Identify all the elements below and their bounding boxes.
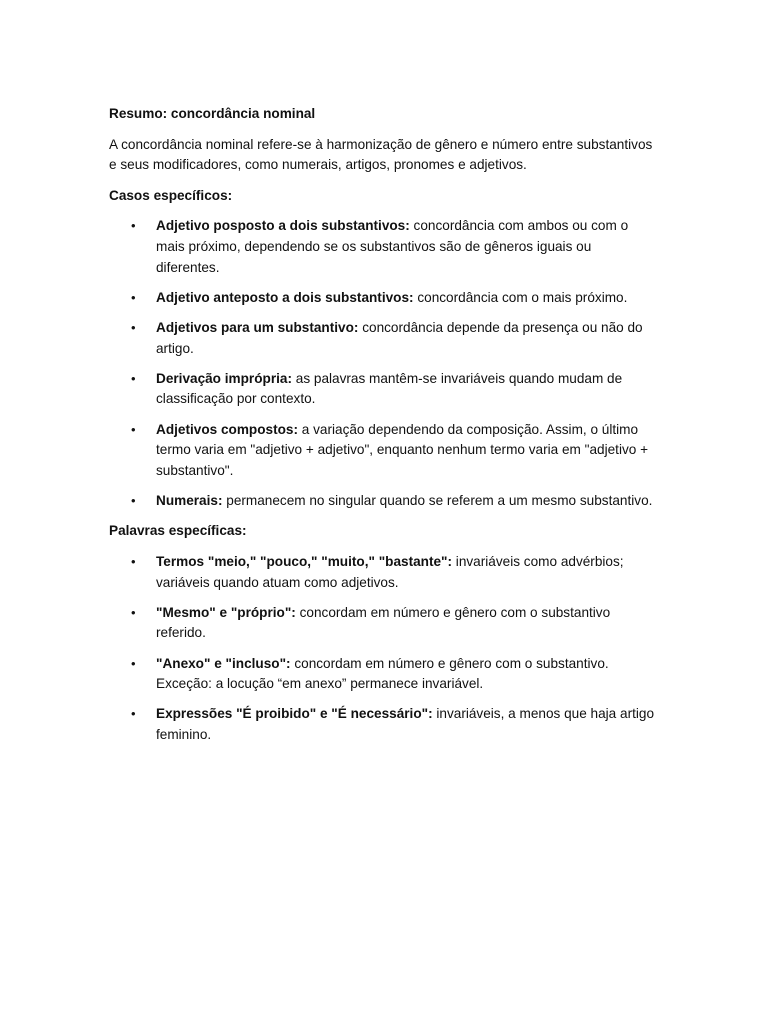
item-text: as palavras mantêm-se invariáveis quando mudam de classificação por contexto. [156,370,623,407]
item-text: invariáveis, a menos que haja artigo feminino. [156,706,655,742]
bullet-icon: • [131,655,136,671]
list-item [109,704,654,745]
list-item [109,654,654,695]
item-term: Numerais: [156,492,223,508]
item-term: Adjetivo posposto a dois substantivos: [156,218,410,234]
bullet-icon: • [131,492,136,508]
list-item [109,420,654,482]
item-text: concordam em número e gênero com o substantivo. Exceção: a locução “em anexo” permanece invariável. [156,655,609,692]
item-term: Termos "meio," "pouco," "muito," "bastante": [156,554,453,570]
casos-list [109,216,654,511]
bullet-icon: • [131,370,136,386]
bullet-icon: • [131,319,136,335]
item-term: Adjetivo anteposto a dois substantivos: [156,289,414,305]
list-item [109,369,654,410]
list-item [109,491,654,512]
item-text: concordância depende da presença ou não do artigo. [156,319,643,356]
item-term: Adjetivos para um substantivo: [156,319,359,335]
item-text: concordância com ambos ou com o mais próximo, dependendo se os substantivos são de gêneros iguais ou diferentes. [156,218,629,275]
list-item [109,603,654,644]
item-term: "Anexo" e "incluso": [156,655,291,671]
bullet-icon: • [131,706,136,722]
item-text: concordam em número e gênero com o substantivo referido. [156,604,611,641]
item-text: permanecem no singular quando se referem a um mesmo substantivo. [222,492,653,508]
document-page [109,104,654,756]
item-text: concordância com o mais próximo. [413,289,628,305]
item-text: a variação dependendo da composição. Assim, o último termo varia em "adjetivo + adjetivo", enquanto nenhum termo varia em "adjetivo + substantivo". [156,421,649,478]
bullet-icon: • [131,604,136,620]
list-item [109,318,654,359]
bullet-icon: • [131,289,136,305]
item-text: invariáveis como advérbios; variáveis quando atuam como adjetivos. [156,554,624,590]
palavras-list [109,552,654,746]
bullet-icon: • [131,421,136,437]
document-title: Resumo: concordância nominal [109,106,316,121]
item-term: "Mesmo" e "próprio": [156,604,296,620]
item-term: Adjetivos compostos: [156,421,298,437]
bullet-icon: • [131,218,136,234]
section-heading-casos: Casos específicos: [109,187,233,203]
item-term: Expressões "É proibido" e "É necessário": [156,706,433,722]
list-item [109,288,654,309]
list-item [109,216,654,278]
list-item [109,552,654,593]
bullet-icon: • [131,554,136,570]
item-term: Derivação imprópria: [156,370,292,386]
section-heading-palavras: Palavras específicas: [109,523,247,539]
intro-paragraph: A concordância nominal refere-se à harmonização de gênero e número entre substantivos e seus modificadores, como numerais, artigos, pronomes e adjetivos. [109,136,653,173]
